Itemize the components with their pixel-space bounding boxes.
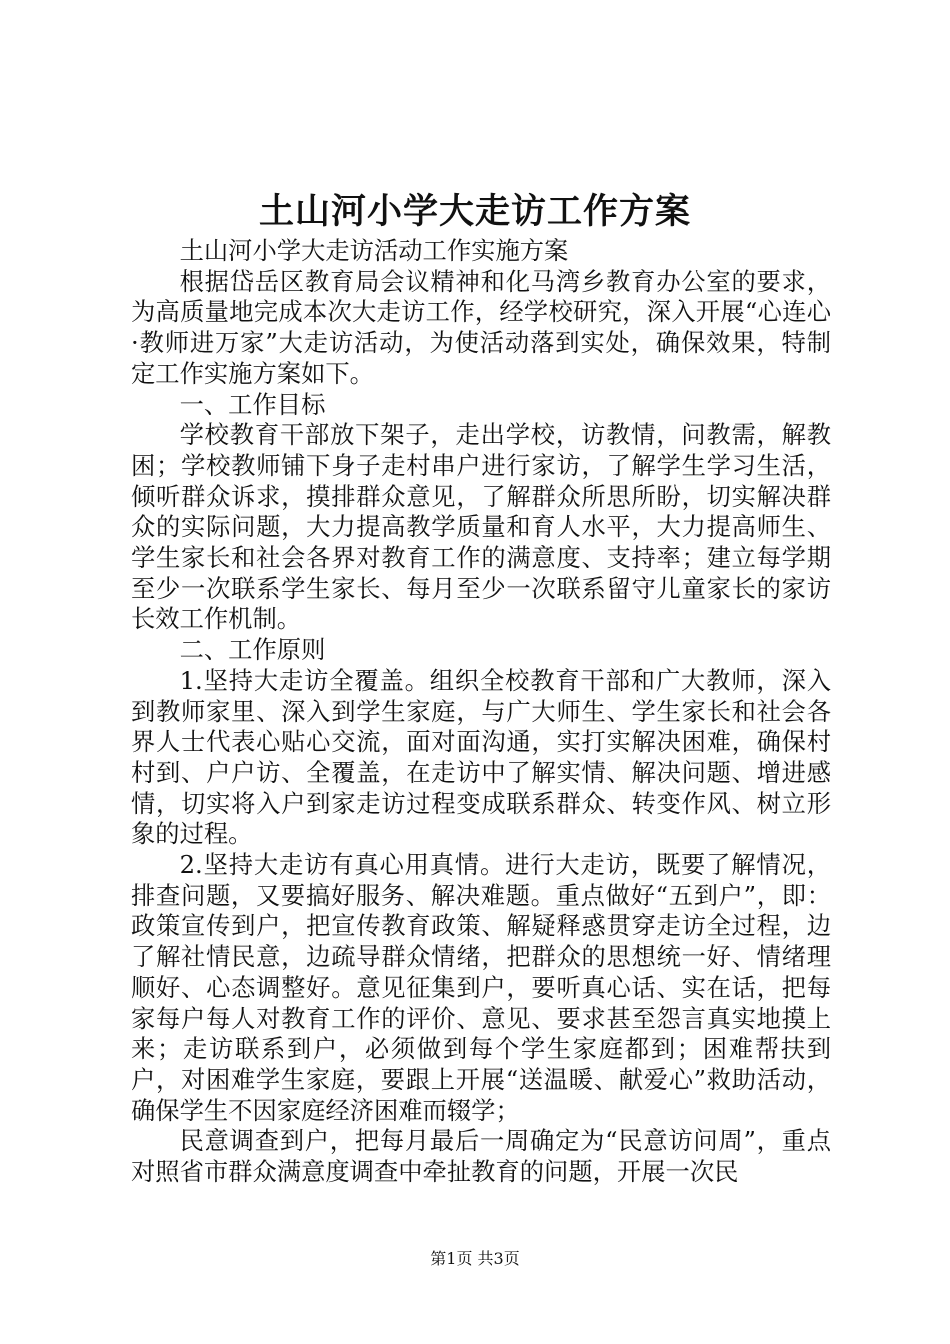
page-footer: 第1页 共3页 <box>430 1249 520 1268</box>
paragraph-survey: 民意调查到户，把每月最后一周确定为“民意访问周”，重点对照省市群众满意度调查中牵扯教育的问题，开展一次民 <box>131 1126 831 1187</box>
section-heading-principles: 二、工作原则 <box>179 635 326 665</box>
document-body <box>131 236 831 1188</box>
paragraph-goals: 学校教育干部放下架子，走出学校，访教情，问教需，解教困；学校教师铺下身子走村串户进行家访，了解学生学习生活，倾听群众诉求，摸排群众意见，了解群众所思所盼，切实解决群众的实际问题，大力提高教学质量和育人水平，大力提高师生、学生家长和社会各界对教育工作的满意度、支持率；建立每学期至少一次联系学生家长、每月至少一次联系留守儿童家长的家访长效工作机制。 <box>131 420 831 634</box>
paragraph-subtitle: 土山河小学大走访活动工作实施方案 <box>179 236 569 265</box>
paragraph-principle-1: 1.坚持大走访全覆盖。组织全校教育干部和广大教师，深入到教师家里、深入到学生家庭，与广大师生、学生家长和社会各界人士代表心贴心交流，面对面沟通，实打实解决困难，确保村村到、户户访、全覆盖，在走访中了解实情、解决问题、增进感情，切实将入户到家走访过程变成联系群众、转变作风、树立形象的过程。 <box>131 665 831 849</box>
paragraph-principle-2: 2.坚持大走访有真心用真情。进行大走访，既要了解情况，排查问题，又要搞好服务、解决难题。重点做好“五到户”，即：政策宣传到户，把宣传教育政策、解疑释惑贯穿走访全过程，边了解社情民意，边疏导群众情绪，把群众的思想统一好、情绪理顺好、心态调整好。意见征集到户，要听真心话、实在话，把每家每户每人对教育工作的评价、意见、要求甚至怨言真实地摸上来；走访联系到户，必须做到每个学生家庭都到；困难帮扶到户，对困难学生家庭，要跟上开展“送温暖、献爱心”救助活动，确保学生不因家庭经济困难而辍学； <box>131 850 831 1125</box>
section-heading-goals: 一、工作目标 <box>179 389 326 419</box>
document-title: 土山河小学大走访工作方案 <box>258 191 691 232</box>
paragraph-intro: 根据岱岳区教育局会议精神和化马湾乡教育办公室的要求，为高质量地完成本次大走访工作，经学校研究，深入开展“心连心·教师进万家”大走访活动，为使活动落到实处，确保效果，特制定工作实施方案如下。 <box>131 266 831 388</box>
